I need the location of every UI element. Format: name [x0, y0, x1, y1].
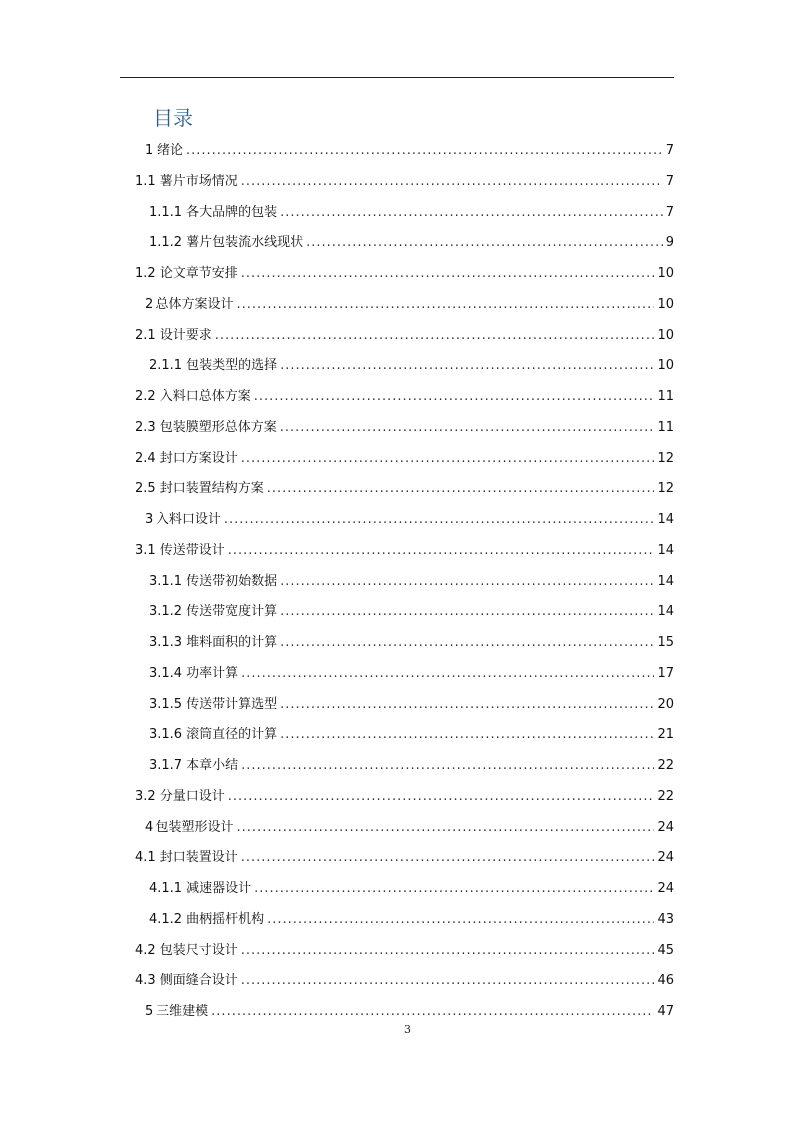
toc-entry-page: 14	[657, 604, 674, 620]
toc-entry-label: 功率计算	[186, 665, 239, 681]
toc-entry[interactable]	[135, 817, 674, 848]
toc-entry-number: 4	[145, 819, 154, 835]
toc-entry-number: 3	[145, 512, 154, 527]
toc-entry-number: 1.1.1	[149, 204, 183, 220]
dot-leader	[215, 325, 655, 347]
toc-entry-page: 45	[657, 942, 674, 958]
toc-entry-label: 包装塑形设计	[155, 819, 234, 835]
toc-entry-number: 3.1.6	[149, 727, 183, 743]
toc-entry-label: 本章小结	[186, 758, 239, 773]
toc-entry[interactable]	[135, 294, 674, 325]
toc-entry-number: 2.3	[135, 419, 156, 435]
toc-entry-label: 分量口设计	[159, 788, 225, 804]
dot-leader	[211, 1001, 654, 1023]
dot-leader	[186, 140, 663, 162]
toc-entry[interactable]	[135, 478, 674, 509]
toc-entry-number: 2.1.1	[149, 358, 183, 374]
toc-entry-page: 10	[657, 327, 674, 343]
toc-entry-label: 传送带初始数据	[186, 573, 278, 589]
toc-entry-number: 3.1	[135, 542, 156, 558]
toc-entry-number: 2.1	[135, 327, 156, 343]
dot-leader	[237, 294, 655, 316]
toc-entry-label: 传送带设计	[159, 542, 225, 558]
toc-entry-page: 12	[657, 450, 674, 466]
dot-leader	[280, 632, 654, 654]
dot-leader	[280, 417, 655, 439]
toc-entry[interactable]	[135, 140, 674, 171]
toc-entry-label: 传送带计算选型	[186, 696, 278, 712]
dot-leader	[241, 171, 663, 193]
toc-entry[interactable]	[135, 694, 674, 725]
toc-entry-page: 7	[665, 204, 674, 220]
dot-leader	[280, 355, 654, 377]
toc-entry-number: 4.1	[135, 850, 156, 866]
toc-entry[interactable]	[135, 232, 674, 263]
toc-entry[interactable]	[135, 202, 674, 233]
toc-entry-page: 7	[665, 143, 674, 158]
toc-entry[interactable]	[135, 601, 674, 632]
toc-title: 目录	[153, 106, 193, 130]
dot-leader	[241, 970, 655, 992]
toc-entry[interactable]	[135, 171, 674, 202]
toc-entry-number: 3.1.7	[149, 758, 183, 773]
toc-entry-number: 3.1.1	[149, 573, 183, 589]
dot-leader	[241, 448, 655, 470]
toc-entry-page: 22	[657, 788, 674, 804]
toc-entry-number: 2.4	[135, 450, 156, 466]
dot-leader	[241, 263, 655, 285]
dot-leader	[254, 386, 655, 408]
toc-entry-page: 14	[657, 512, 674, 527]
dot-leader	[228, 540, 655, 562]
toc-entry-label: 设计要求	[159, 327, 212, 343]
toc-entry-number: 3.1.3	[149, 635, 183, 650]
toc-entry-page: 47	[657, 1004, 674, 1019]
toc-entry-label: 曲柄摇杆机构	[186, 911, 265, 927]
dot-leader	[228, 786, 655, 808]
toc-entry-number: 2.5	[135, 481, 156, 497]
toc-entry-label: 堆料面积的计算	[186, 635, 278, 650]
toc-entry-page: 14	[657, 542, 674, 558]
toc-entry[interactable]	[135, 509, 674, 540]
toc-entry-page: 10	[657, 296, 674, 312]
dot-leader	[280, 571, 654, 593]
dot-leader	[241, 847, 655, 869]
toc-entry-label: 传送带宽度计算	[186, 604, 278, 620]
dot-leader	[267, 909, 654, 931]
dot-leader	[280, 202, 663, 224]
toc-entry-page: 17	[657, 665, 674, 681]
toc-entry-page: 7	[665, 173, 674, 189]
toc-entry-page: 9	[665, 235, 674, 251]
toc-entry-label: 侧面缝合设计	[159, 973, 238, 989]
dot-leader	[241, 663, 654, 685]
header-rule	[120, 77, 674, 78]
toc-entry-label: 减速器设计	[186, 881, 252, 896]
toc-entry-number: 4.1.2	[149, 911, 183, 927]
toc-entry-label: 包装尺寸设计	[159, 942, 238, 958]
toc-entry[interactable]	[135, 448, 674, 479]
toc-entry-page: 43	[657, 911, 674, 927]
toc-entry[interactable]	[135, 325, 674, 356]
toc-entry-page: 10	[657, 266, 674, 281]
toc-entry[interactable]	[135, 940, 674, 971]
toc-entry[interactable]	[135, 663, 674, 694]
table-of-contents	[135, 140, 674, 1032]
toc-entry[interactable]	[135, 540, 674, 571]
toc-entry-number: 3.1.4	[149, 665, 183, 681]
toc-entry[interactable]	[135, 878, 674, 909]
dot-leader	[224, 509, 655, 531]
toc-entry-label: 入料口设计	[155, 512, 221, 527]
toc-entry-number: 1.1.2	[149, 235, 183, 251]
dot-leader	[241, 940, 655, 962]
toc-entry-page: 11	[657, 419, 674, 435]
toc-entry-label: 封口装置结构方案	[159, 481, 264, 497]
dot-leader	[306, 232, 663, 254]
toc-entry-label: 包装类型的选择	[186, 358, 278, 374]
toc-entry[interactable]	[135, 724, 674, 755]
dot-leader	[280, 601, 654, 623]
toc-entry[interactable]	[135, 386, 674, 417]
toc-entry[interactable]	[135, 909, 674, 940]
toc-entry-number: 5	[145, 1004, 154, 1019]
toc-entry[interactable]	[135, 632, 674, 663]
toc-entry[interactable]	[135, 417, 674, 448]
toc-entry-number: 1.2	[135, 266, 156, 281]
toc-entry-number: 1.1	[135, 173, 156, 189]
toc-entry-number: 3.2	[135, 788, 156, 804]
toc-entry-page: 15	[657, 635, 674, 650]
toc-entry-page: 11	[657, 389, 674, 404]
toc-entry-page: 46	[657, 973, 674, 989]
toc-entry-number: 3.1.5	[149, 696, 183, 712]
toc-entry-label: 入料口总体方案	[159, 389, 251, 404]
toc-entry-number: 1	[145, 143, 154, 158]
toc-entry-number: 4.3	[135, 973, 156, 989]
toc-entry-page: 24	[657, 850, 674, 866]
toc-entry-page: 10	[657, 358, 674, 374]
dot-leader	[267, 478, 655, 500]
toc-entry-page: 22	[657, 758, 674, 773]
toc-entry-label: 包装膜塑形总体方案	[159, 419, 277, 435]
toc-entry-page: 24	[657, 819, 674, 835]
dot-leader	[280, 724, 654, 746]
toc-entry[interactable]	[135, 786, 674, 817]
toc-entry-page: 20	[657, 696, 674, 712]
toc-entry-label: 薯片包装流水线现状	[186, 235, 304, 251]
page-number: 3	[404, 1023, 411, 1036]
toc-entry[interactable]	[135, 847, 674, 878]
toc-entry-label: 滚筒直径的计算	[186, 727, 278, 743]
toc-entry-label: 总体方案设计	[155, 296, 234, 312]
toc-entry-label: 封口装置设计	[159, 850, 238, 866]
toc-entry[interactable]	[135, 355, 674, 386]
dot-leader	[241, 755, 654, 777]
toc-entry-number: 2.2	[135, 389, 156, 404]
toc-entry[interactable]	[135, 755, 674, 786]
dot-leader	[254, 878, 654, 900]
toc-entry-label: 封口方案设计	[159, 450, 238, 466]
toc-entry-label: 各大品牌的包装	[186, 204, 278, 220]
toc-entry-page: 14	[657, 573, 674, 589]
toc-entry-label: 论文章节安排	[159, 266, 238, 281]
toc-entry-number: 3.1.2	[149, 604, 183, 620]
toc-entry-label: 绪论	[157, 143, 184, 158]
toc-entry-label: 三维建模	[156, 1004, 209, 1019]
toc-entry-number: 2	[145, 296, 154, 312]
toc-entry-page: 12	[657, 481, 674, 497]
toc-entry-page: 24	[657, 881, 674, 896]
toc-entry-page: 21	[657, 727, 674, 743]
dot-leader	[280, 694, 654, 716]
toc-entry-label: 薯片市场情况	[159, 173, 238, 189]
toc-entry[interactable]	[135, 263, 674, 294]
dot-leader	[237, 817, 655, 839]
toc-entry[interactable]	[135, 970, 674, 1001]
toc-entry-number: 4.2	[135, 942, 156, 958]
toc-entry[interactable]	[135, 571, 674, 602]
toc-entry-number: 4.1.1	[149, 881, 183, 896]
